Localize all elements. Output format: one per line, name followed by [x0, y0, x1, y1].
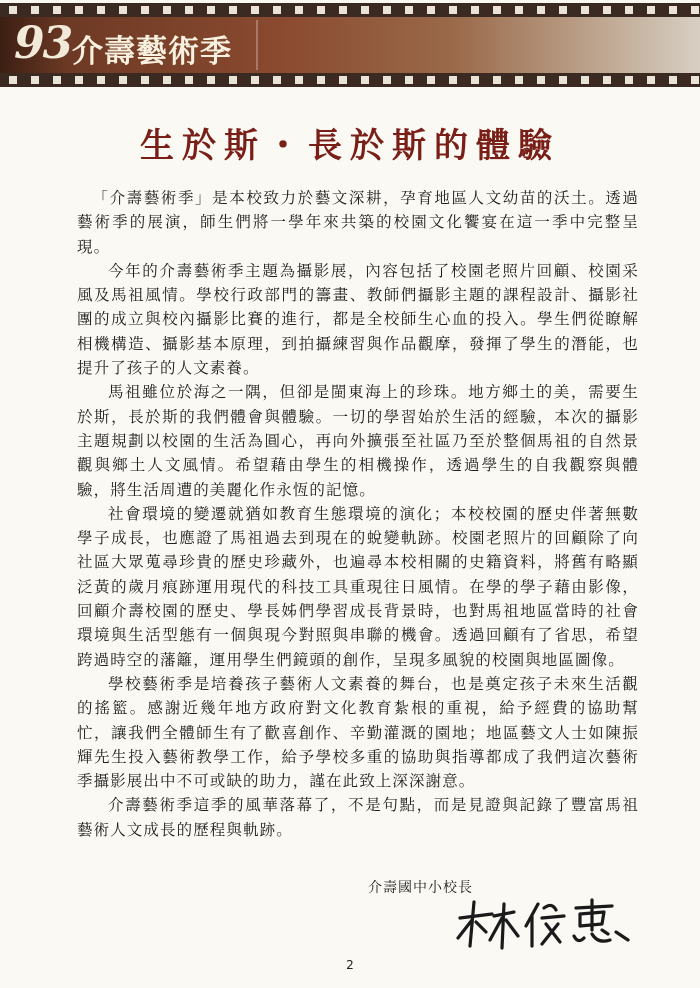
page-number: 2 — [346, 958, 354, 972]
paragraph: 社會環境的變遷就猶如教育生態環境的演化；本校校園的歷史伴著無數學子成長，也應證了馬祖過去到現在的蛻變軌跡。校園老照片的回顧除了向社區大眾蒐尋珍貴的歷史珍藏外，也遍尋本校相關的史籍資料，將舊有略顯泛黃的歲月痕跡運用現代的科技工具重現往日風情。在學的學子藉由影像，回顧介壽校園的歷史、學長姊們學習成長背景時，也對馬祖地區當時的社會環境與生活型態有一個與現今對照與串聯的機會。透過回顧有了省思，希望跨過時空的藩籬，運用學生們鏡頭的創作，呈現多風貌的校園與地區圖像。 — [77, 504, 639, 669]
page-header — [0, 0, 700, 90]
issue-number: 93 — [14, 18, 72, 69]
paragraph: 今年的介壽藝術季主題為攝影展，內容包括了校園老照片回顧、校園采風及馬祖風情。學校行政部門的籌畫、教師們攝影主題的課程設計、攝影社團的成立與校內攝影比賽的進行，都是全校師生心血的投入。學生們從瞭解相機構造、攝影基本原理，到拍攝練習與作品觀摩，發揮了學生的潛能，也提升了孩子的人文素養。 — [77, 261, 639, 378]
article-body — [77, 186, 639, 842]
paragraph: 介壽藝術季這季的風華落幕了，不是句點，而是見證與記錄了豐富馬祖藝術人文成長的歷程與軌跡。 — [77, 796, 639, 839]
film-strip-top — [0, 3, 700, 17]
signature-label: 介壽國中小校長 — [368, 880, 473, 896]
paragraph: 「介壽藝術季」是本校致力於藝文深耕，孕育地區人文幼苗的沃土。透過藝術季的展演，師生們將一學年來共築的校園文化饗宴在這一季中完整呈現。 — [77, 189, 639, 256]
paragraph: 學校藝術季是培養孩子藝術人文素養的舞台，也是奠定孩子未來生活觀的搖籃。感謝近幾年地方政府對文化教育紮根的重視，給予經費的協助幫忙，讓我們全體師生有了歡喜創作、辛勤灌溉的園地；地區藝文人士如陳振輝先生投入藝術教學工作，給予學校多重的協助與指導都成了我們這次藝術季攝影展出中不可或缺的助力，謹在此致上深深謝意。 — [77, 674, 639, 791]
paragraph: 馬祖雖位於海之一隅，但卻是閩東海上的珍珠。地方鄉土的美，需要生於斯，長於斯的我們體會與體驗。一切的學習始於生活的經驗，本次的攝影主題規劃以校園的生活為圓心，再向外擴張至社區乃至於整個馬祖的自然景觀與鄉土人文風情。希望藉由學生的相機操作，透過學生的自我觀察與體驗，將生活周遭的美麗化作永恆的記憶。 — [77, 383, 639, 499]
article-title: 生於斯・長於斯的體驗 — [140, 126, 560, 166]
film-strip-bottom — [0, 73, 700, 87]
section-title: 介壽藝術季 — [72, 34, 232, 70]
handwritten-signature — [452, 896, 642, 951]
film-frame-divider — [256, 20, 378, 70]
